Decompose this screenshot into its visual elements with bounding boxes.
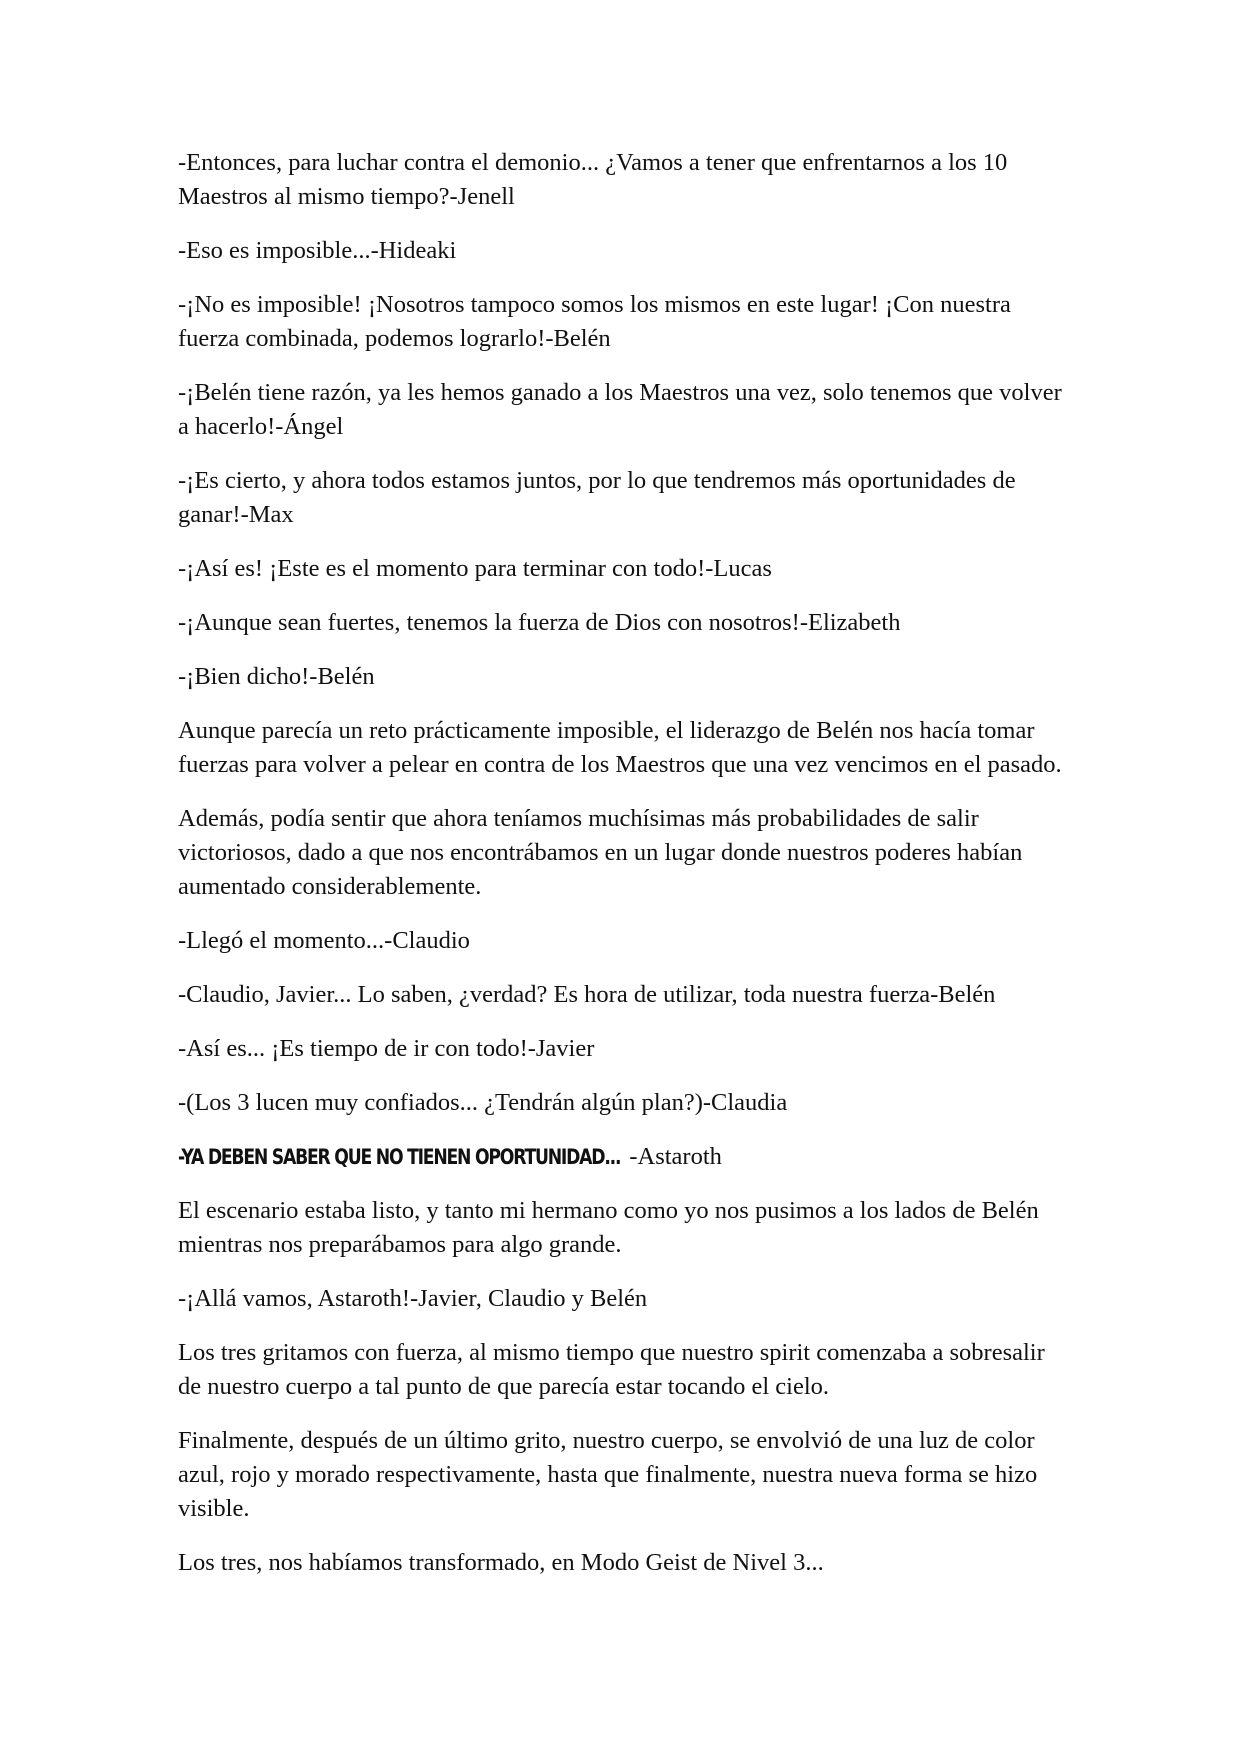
paragraph: Los tres gritamos con fuerza, al mismo tiempo que nuestro spirit comenzaba a sobresalir de nuestro cuerpo a tal punto de que parecía estar tocando el cielo. bbox=[178, 1339, 1045, 1400]
paragraph: Finalmente, después de un último grito, nuestro cuerpo, se envolvió de una luz de color azul, rojo y morado respectivamente, hasta que finalmente, nuestra nueva forma se hizo visible. bbox=[178, 1427, 1038, 1522]
paragraph: -Llegó el momento...-Claudio bbox=[178, 927, 470, 954]
paragraph: -¡Así es! ¡Este es el momento para terminar con todo!-Lucas bbox=[178, 555, 772, 582]
paragraph: Además, podía sentir que ahora teníamos muchísimas más probabilidades de salir victoriosos, dado a que nos encontrábamos en un lugar donde nuestros poderes habían aumentado considerablemente. bbox=[178, 805, 1023, 900]
paragraph: Aunque parecía un reto prácticamente imposible, el liderazgo de Belén nos hacía tomar fuerzas para volver a pelear en contra de los Maestros que una vez vencimos en el pasado. bbox=[178, 717, 1062, 778]
paragraph: -¡Belén tiene razón, ya les hemos ganado a los Maestros una vez, solo tenemos que volver a hacerlo!-Ángel bbox=[178, 379, 1062, 440]
paragraph: -¡Allá vamos, Astaroth!-Javier, Claudio y Belén bbox=[178, 1285, 648, 1312]
paragraph: -Así es... ¡Es tiempo de ir con todo!-Javier bbox=[178, 1035, 595, 1062]
paragraph: -¡No es imposible! ¡Nosotros tampoco somos los mismos en este lugar! ¡Con nuestra fuerza combinada, podemos lograrlo!-Belén bbox=[178, 291, 1011, 352]
paragraph: Los tres, nos habíamos transformado, en Modo Geist de Nivel 3... bbox=[178, 1549, 824, 1576]
paragraph: -¡Aunque sean fuertes, tenemos la fuerza de Dios con nosotros!-Elizabeth bbox=[178, 609, 901, 636]
paragraph: -(Los 3 lucen muy confiados... ¿Tendrán algún plan?)-Claudia bbox=[178, 1089, 788, 1116]
astaroth-shout-text: -YA DEBEN SABER QUE NO TIENEN OPORTUNIDAD... bbox=[178, 1145, 621, 1169]
paragraph: -Claudio, Javier... Lo saben, ¿verdad? Es hora de utilizar, toda nuestra fuerza-Belén bbox=[178, 981, 996, 1008]
paragraph: -¡Bien dicho!-Belén bbox=[178, 663, 375, 690]
astaroth-dialogue bbox=[178, 1140, 1068, 1174]
paragraph: -Entonces, para luchar contra el demonio... ¿Vamos a tener que enfrentarnos a los 10 Maestros al mismo tiempo?-Jenell bbox=[178, 149, 1008, 210]
paragraph: -¡Es cierto, y ahora todos estamos juntos, por lo que tendremos más oportunidades de ganar!-Max bbox=[178, 467, 1016, 528]
paragraph: -Eso es imposible...-Hideaki bbox=[178, 237, 457, 264]
document-page bbox=[178, 146, 1068, 1600]
paragraph: El escenario estaba listo, y tanto mi hermano como yo nos pusimos a los lados de Belén mientras nos preparábamos para algo grande. bbox=[178, 1197, 1039, 1258]
astaroth-speaker: -Astaroth bbox=[629, 1143, 722, 1170]
